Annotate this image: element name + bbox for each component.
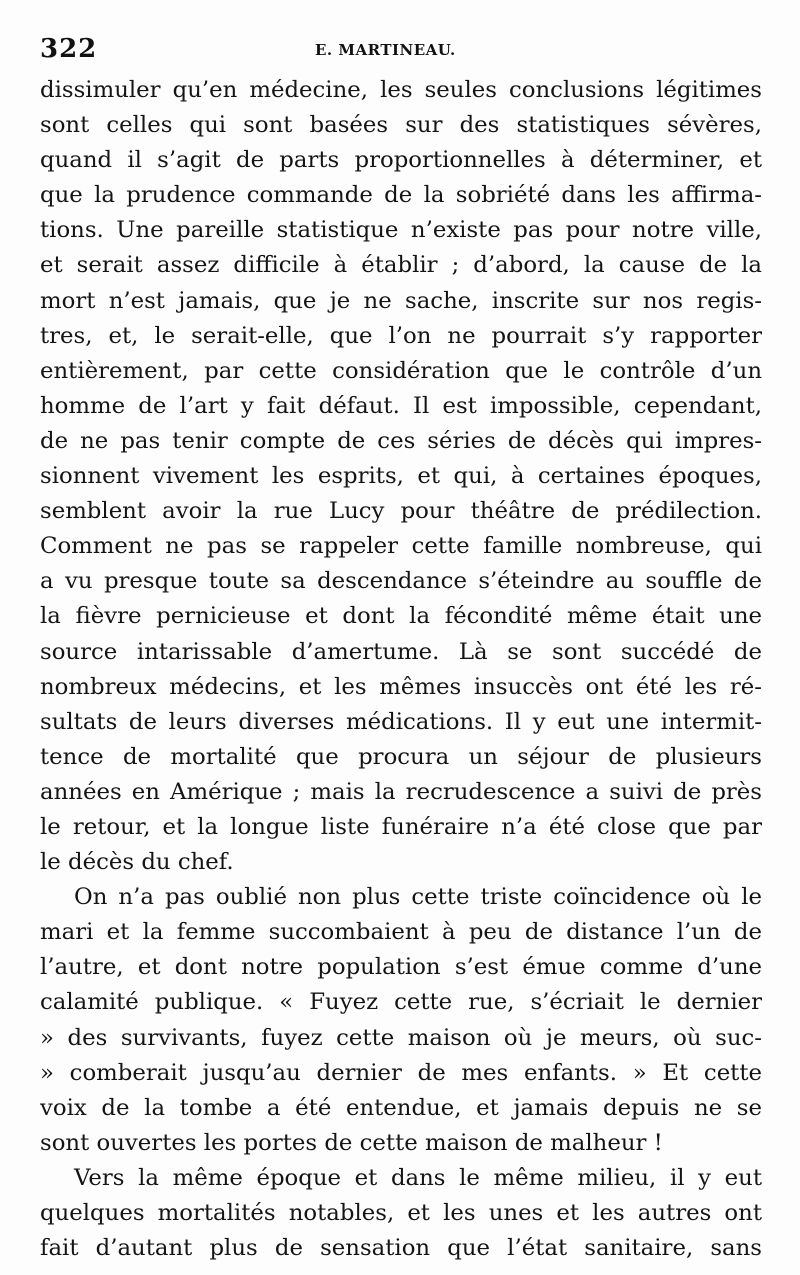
text-line: voix de la tombe a été entendue, et jamais depuis ne se <box>40 1094 762 1121</box>
text-line: a vu presque toute sa descendance s’éteindre au souffle de <box>40 568 762 595</box>
text-line: calamité publique. « Fuyez cette rue, s’écriait le dernier <box>40 989 762 1016</box>
paragraph-2 <box>40 880 762 1161</box>
text-line: mari et la femme succombaient à peu de distance l’un de <box>40 919 762 946</box>
text-line: sont ouvertes les portes de cette maison de malheur ! <box>40 1129 663 1156</box>
text-line: mort n’est jamais, que je ne sache, inscrite sur nos regis- <box>40 287 762 314</box>
text-line: quelques mortalités notables, et les unes et les autres ont <box>40 1200 762 1226</box>
text-line: l’autre, et dont notre population s’est émue comme d’une <box>40 954 762 981</box>
text-line: de ne pas tenir compte de ces séries de décès qui impres- <box>40 427 762 454</box>
body-text <box>40 73 762 1266</box>
text-line: Vers la même époque et dans le même milieu, il y eut <box>74 1164 762 1191</box>
text-line: » des survivants, fuyez cette maison où je meurs, où suc- <box>40 1024 762 1051</box>
text-line: et serait assez difficile à établir ; d’abord, la cause de la <box>40 252 762 279</box>
text-line: sionnent vivement les esprits, et qui, à certaines époques, <box>40 463 762 490</box>
text-line: années en Amérique ; mais la recrudescence a suivi de près <box>40 778 762 805</box>
paragraph-1 <box>40 73 762 880</box>
text-line: semblent avoir la rue Lucy pour théâtre de prédilection. <box>40 498 762 525</box>
text-line: tions. Une pareille statistique n’existe pas pour notre ville, <box>40 217 762 244</box>
page-header <box>40 30 762 70</box>
text-line: tence de mortalité que procura un séjour de plusieurs <box>40 743 762 770</box>
text-line: nombreux médecins, et les mêmes insuccès ont été les ré- <box>40 673 762 700</box>
text-line: que la prudence commande de la sobriété dans les affirma- <box>40 182 762 209</box>
running-head: E. MARTINEAU. <box>315 41 456 59</box>
text-line: On n’a pas oublié non plus cette triste coïncidence où le <box>74 884 762 911</box>
text-line: fait d’autant plus de sensation que l’état sanitaire, sans <box>40 1235 762 1262</box>
text-line: entièrement, par cette considération que le contrôle d’un <box>40 357 762 384</box>
text-line: la fièvre pernicieuse et dont la fécondité même était une <box>40 603 762 630</box>
page-number: 322 <box>40 34 98 64</box>
text-line: homme de l’art y fait défaut. Il est impossible, cependant, <box>40 392 762 419</box>
text-line: » comberait jusqu’au dernier de mes enfants. » Et cette <box>40 1059 762 1086</box>
text-line: sultats de leurs diverses médications. Il y eut une intermit- <box>40 708 762 735</box>
text-line: quand il s’agit de parts proportionnelles à déterminer, et <box>40 147 762 174</box>
text-line: tres, et, le serait-elle, que l’on ne pourrait s’y rapporter <box>40 322 762 349</box>
text-line: Comment ne pas se rappeler cette famille nombreuse, qui <box>40 533 762 560</box>
text-line: dissimuler qu’en médecine, les seules conclusions légitimes <box>40 77 762 103</box>
text-line: le retour, et la longue liste funéraire n’a été close que par <box>40 813 762 840</box>
paragraph-3 <box>40 1161 762 1266</box>
text-line: source intarissable d’amertume. Là se sont succédé de <box>40 638 762 665</box>
text-line: le décès du chef. <box>40 849 234 876</box>
text-line: sont celles qui sont basées sur des statistiques sévères, <box>40 112 762 139</box>
